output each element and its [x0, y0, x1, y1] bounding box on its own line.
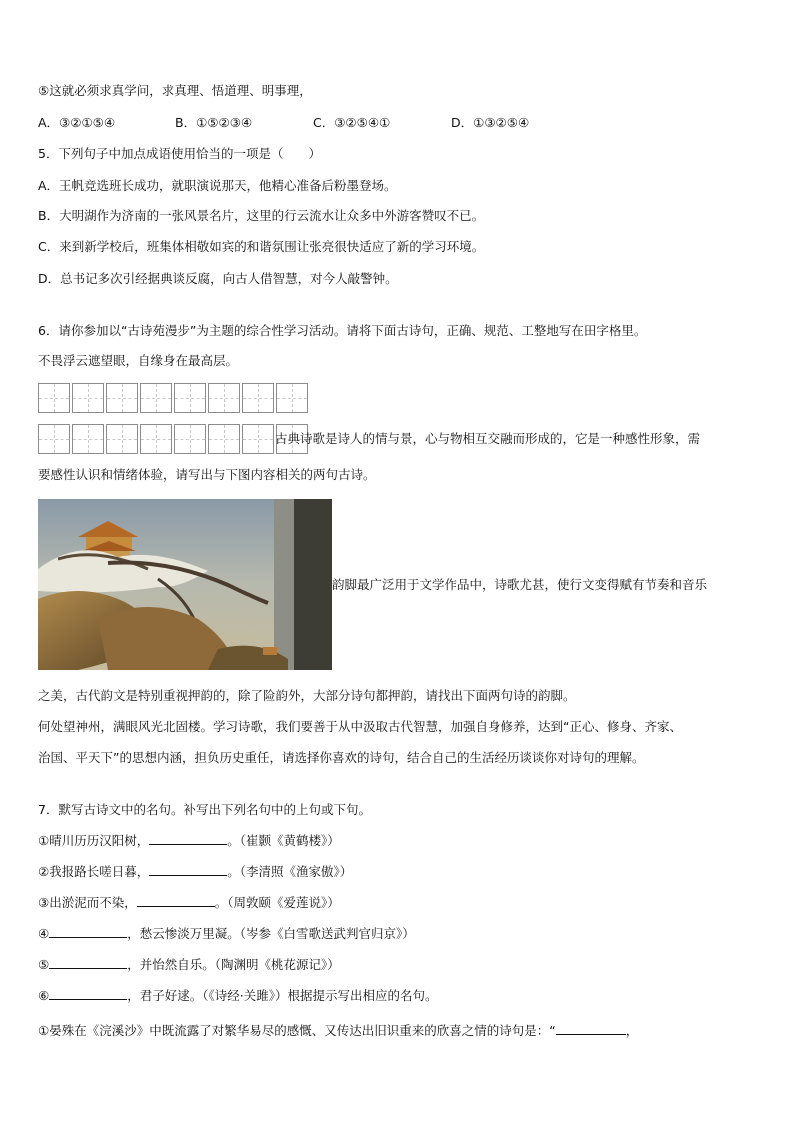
q7-item-6: [38, 987, 764, 1005]
answer-blank[interactable]: [49, 925, 127, 938]
option-c: C．③②⑤④①: [313, 115, 391, 130]
grid-cell[interactable]: [242, 383, 274, 413]
q7-item-1-prefix: ①晴川历历汉阳树，: [38, 833, 150, 848]
q6-title: 6．请你参加以“古诗苑漫步”为主题的综合性学习活动。请将下面古诗句，正确、规范、工整地写在田字格里。: [38, 323, 647, 338]
option-a: A．③②①⑤④: [38, 115, 116, 130]
q6-after-image-text: 韵脚最广泛用于文学作品中，诗歌尤甚，使行文变得赋有节奏和音乐: [332, 577, 708, 592]
writing-grid-row-2: [38, 424, 310, 454]
q7-title: 7．默写古诗文中的名句。补写出下列名句中的上句或下句。: [38, 802, 371, 817]
q7-item-7: [38, 1022, 764, 1040]
grid-cell[interactable]: [242, 424, 274, 454]
grid-cell[interactable]: [140, 383, 172, 413]
grid-cell[interactable]: [174, 383, 206, 413]
q7-item-5-source: ，并怡然自乐。（陶渊明《桃花源记》）: [127, 957, 340, 972]
q7-item-2: [38, 863, 764, 881]
painting-illustration: [38, 499, 332, 670]
q7-item-4-source: ，愁云惨淡万里凝。（岑参《白雪歌送武判官归京》）: [127, 926, 415, 941]
q5-title: 5．下列句子中加点成语使用恰当的一项是（ ）: [38, 146, 321, 161]
answer-blank[interactable]: [149, 863, 227, 876]
grid-cell[interactable]: [72, 424, 104, 454]
q5-option-b: B．大明湖作为济南的一张风景名片，这里的行云流水让众多中外游客赞叹不已。: [38, 208, 485, 223]
landscape-painting-image: [38, 499, 332, 670]
grid-cell[interactable]: [276, 383, 308, 413]
q7-item-5-number: ⑤: [38, 957, 50, 972]
q6-after-grid-text: 古典诗歌是诗人的情与景，心与物相互交融而形成的，它是一种感性形象，需: [275, 431, 701, 446]
q7-item-6-number: ⑥: [38, 988, 50, 1003]
item-5-line: ⑤这就必须求真学问，求真理、悟道理、明事理，: [38, 83, 312, 98]
option-b: B．①⑤②③④: [175, 115, 253, 130]
q7-item-4: [38, 925, 764, 943]
q7-item-4-number: ④: [38, 926, 50, 941]
grid-cell[interactable]: [208, 424, 240, 454]
q7-item-2-source: 。（李清照《渔家傲》）: [227, 864, 353, 879]
q5-option-d: D．总书记多次引经据典谈反腐，向古人借智慧，对今人敲警钟。: [38, 271, 398, 286]
answer-blank[interactable]: [556, 1022, 626, 1035]
q7-item-1: [38, 832, 764, 850]
grid-cell[interactable]: [38, 424, 70, 454]
q5-option-a: A．王帆竞选班长成功，就职演说那天，他精心准备后粉墨登场。: [38, 178, 397, 193]
q7-item-6-source: ，君子好逑。（《诗经·关雎》）根据提示写出相应的名句。: [127, 988, 438, 1003]
answer-blank[interactable]: [49, 987, 127, 1000]
q5-option-c: C．来到新学校后，班集体相敬如宾的和谐氛围让张亮很快适应了新的学习环境。: [38, 239, 485, 254]
answer-blank[interactable]: [137, 894, 215, 907]
q7-item-7-comma: ，: [625, 1023, 639, 1038]
q7-item-3-prefix: ③出淤泥而不染，: [38, 895, 137, 910]
q6-line-2: 要感性认识和情绪体验，请写出与下图内容相关的两句古诗。: [38, 467, 376, 482]
q7-item-2-prefix: ②我报路长嗟日暮，: [38, 864, 150, 879]
grid-cell[interactable]: [106, 383, 138, 413]
grid-cell[interactable]: [208, 383, 240, 413]
grid-cell[interactable]: [72, 383, 104, 413]
option-d: D．①③②⑤④: [451, 115, 530, 130]
q6-line-4: 何处望神州，满眼风光北固楼。学习诗歌，我们要善于从中汲取古代智慧，加强自身修养，达到“正心、修身、齐家、: [38, 719, 682, 734]
q7-item-7-prompt: ①晏殊在《浣溪沙》中既流露了对繁华易尽的感慨、又传达出旧识重来的欣喜之情的诗句是：“: [38, 1023, 556, 1038]
q6-poem: 不畏浮云遮望眼，自缘身在最高层。: [38, 353, 239, 368]
q7-item-3: [38, 894, 764, 912]
grid-cell[interactable]: [106, 424, 138, 454]
q6-line-3: 之美，古代韵文是特别重视押韵的，除了险韵外，大部分诗句都押韵，请找出下面两句诗的韵脚。: [38, 688, 576, 703]
answer-blank[interactable]: [49, 956, 127, 969]
grid-cell[interactable]: [174, 424, 206, 454]
q6-line-5: 治国、平天下”的思想内涵，担负历史重任，请选择你喜欢的诗句，结合自己的生活经历谈谈你对诗句的理解。: [38, 750, 645, 765]
q4-options: [38, 114, 764, 132]
grid-cell[interactable]: [38, 383, 70, 413]
answer-blank[interactable]: [149, 832, 227, 845]
writing-grid-row-1: [38, 383, 310, 413]
q7-item-5: [38, 956, 764, 974]
q7-item-1-source: 。（崔颢《黄鹤楼》）: [227, 833, 340, 848]
q7-item-3-source: 。（周敦颐《爱莲说》）: [214, 895, 340, 910]
grid-cell[interactable]: [140, 424, 172, 454]
